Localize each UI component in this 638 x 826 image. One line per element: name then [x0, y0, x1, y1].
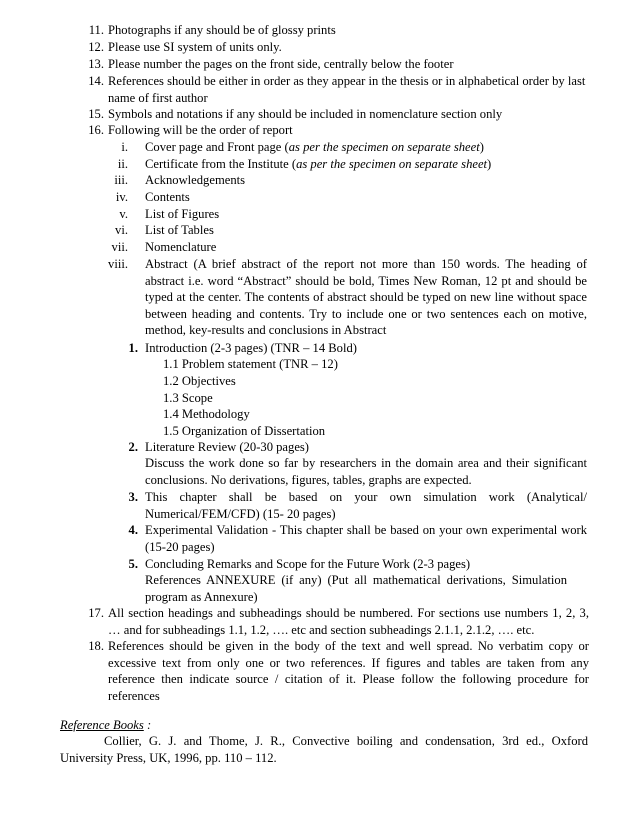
list-number: 13. [88, 57, 104, 71]
roman-number: iv. [115, 190, 128, 204]
list-item-text: All section headings and subheadings should be numbered. For sections use numbers 1, 2, 3, … and for subheadings 1.1, 1.2, …. etc and section subheadings 2.1.1, 2.1.2, …. etc. [108, 606, 589, 637]
roman-number: ii. [117, 157, 128, 171]
subsection-item: 1.4 Methodology [163, 407, 250, 421]
list-item-text: Following will be the order of report [108, 123, 293, 137]
chapter-item-text: This chapter shall be based on your own simulation work (Analytical/ Numerical/FEM/CFD) (15- 20 pages) [145, 490, 587, 521]
roman-item-text: List of Figures [145, 207, 220, 221]
list-item-text: Please number the pages on the front side, centrally below the footer [108, 57, 454, 71]
list-number: 18. [88, 639, 104, 653]
chapter-item-text: Introduction (2-3 pages) (TNR – 14 Bold) [145, 341, 357, 355]
reference-books-heading: Reference Books : [60, 718, 152, 732]
roman-number: vii. [111, 240, 128, 254]
chapter-description: References ANNEXURE (if any) (Put all mathematical derivations, Simulation program as Annexure) [145, 573, 567, 604]
abstract-paragraph: Abstract (A brief abstract of the report not more than 150 words. The heading of abstract i.e. word “Abstract” should be bold, Times New Roman, 12 pt and should be typed at the center. The contents of abstract should be typed on new line without space between heading and contents. Try to include one or two sentences each on motive, method, key-results and conclusions in Abstract [145, 257, 587, 338]
list-item-text: References should be given in the body of the text and well spread. No verbatim copy or excessive text from only one or two references. If figures and tables are taken from any reference then indicate source / citation of it. Please follow the following procedure for references [108, 639, 589, 703]
roman-number: vi. [115, 223, 128, 237]
roman-item-text: Nomenclature [145, 240, 217, 254]
subsection-item: 1.5 Organization of Dissertation [163, 424, 326, 438]
list-number: 17. [88, 606, 104, 620]
roman-number: iii. [114, 173, 128, 187]
subsection-item: 1.3 Scope [163, 391, 213, 405]
chapter-number: 1. [128, 341, 138, 355]
list-number: 15. [88, 107, 104, 121]
chapter-item-text: Experimental Validation - This chapter shall be based on your own experimental work (15-20 pages) [145, 523, 587, 554]
roman-item-text: Contents [145, 190, 190, 204]
list-item-text: Photographs if any should be of glossy prints [108, 23, 336, 37]
list-number: 14. [88, 74, 104, 88]
chapter-description: Discuss the work done so far by researchers in the domain area and their significant conclusions. No derivations, figures, tables, graphs are expected. [145, 456, 587, 487]
list-number: 16. [88, 123, 104, 137]
list-item-text: Please use SI system of units only. [108, 40, 282, 54]
roman-item-text: Cover page and Front page (as per the specimen on separate sheet) [145, 140, 484, 154]
chapter-number: 5. [128, 557, 138, 571]
roman-number: v. [119, 207, 128, 221]
list-item-text: Symbols and notations if any should be included in nomenclature section only [108, 107, 503, 121]
list-number: 12. [88, 40, 104, 54]
subsection-item: 1.2 Objectives [163, 374, 236, 388]
roman-item-text: Acknowledgements [145, 173, 246, 187]
chapter-item-text: Concluding Remarks and Scope for the Future Work (2-3 pages) [145, 557, 471, 571]
list-item-text: References should be either in order as they appear in the thesis or in alphabetical order by last [108, 74, 586, 88]
subsection-item: 1.1 Problem statement (TNR – 12) [163, 357, 338, 371]
list-item-continuation: name of first author [108, 91, 208, 105]
chapter-number: 4. [128, 523, 138, 537]
chapter-item-text: Literature Review (20-30 pages) [145, 440, 310, 454]
roman-number: viii. [108, 257, 128, 271]
chapter-number: 3. [128, 490, 138, 504]
list-number: 11. [88, 23, 104, 37]
roman-item-text: List of Tables [145, 223, 214, 237]
roman-item-text: Certificate from the Institute (as per the specimen on separate sheet) [145, 157, 492, 171]
roman-number: i. [121, 140, 128, 154]
chapter-number: 2. [128, 440, 138, 454]
reference-entry: Collier, G. J. and Thome, J. R., Convective boiling and condensation, 3rd ed., Oxford University Press, UK, 1996, pp. 110 – 112. [60, 734, 588, 765]
